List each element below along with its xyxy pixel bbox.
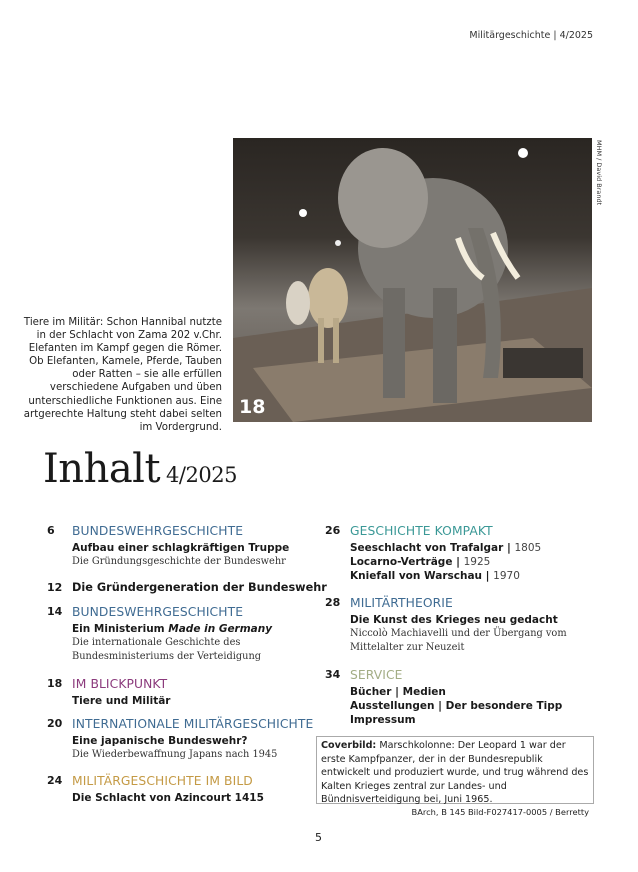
- toc-entry[interactable]: 20 INTERNATIONALE MILITÄRGESCHICHTE Eine japanische Bundeswehr? Die Wiederbewaffnung Japans nach 1945: [47, 717, 314, 761]
- toc-entry[interactable]: 14 BUNDESWEHRGESCHICHTE Ein Ministerium Made in Germany Die internationale Geschichte des Bundesministeriums der Verteidigung: [47, 605, 273, 663]
- photo-page-number: 18: [239, 396, 266, 418]
- photo-illustration: [233, 138, 592, 422]
- page-number: 5: [315, 831, 322, 844]
- issue-number: 4/2025: [166, 463, 237, 487]
- toc-entry[interactable]: 26 GESCHICHTE KOMPAKT Seeschlacht von Trafalgar | 1805 Locarno-Verträge | 1925 Kniefall von Warschau | 1970: [325, 524, 542, 583]
- photo-caption: Tiere im Militär: Schon Hannibal nutzte in der Schlacht von Zama 202 v.Chr. Elefanten im Kampf gegen die Römer. Ob Elefanten, Kamele, Pferde, Tauben oder Ratten – sie alle erfüllen verschiedene Aufgaben und üben unterschiedliche Funktionen aus. Eine artgerechte Haltung steht dabei selten im Vordergrund.: [23, 317, 222, 433]
- toc-entry[interactable]: 6 BUNDESWEHRGESCHICHTE Aufbau einer schlagkräftigen Truppe Die Gründungsgeschichte der Bundeswehr: [47, 524, 290, 568]
- elephant-exhibit-photo: [233, 138, 592, 422]
- toc-entry[interactable]: 12 Die Gründergeneration der Bundeswehr: [47, 581, 327, 594]
- toc-entry[interactable]: 28 MILITÄRTHEORIE Die Kunst des Krieges neu gedacht Niccolò Machiavelli und der Übergang vom Mittelalter zur Neuzeit: [325, 596, 567, 654]
- photo-credit: MHM / David Brandt: [595, 140, 603, 206]
- toc-entry[interactable]: 24 MILITÄRGESCHICHTE IM BILD Die Schlacht von Azincourt 1415: [47, 774, 264, 804]
- cover-caption-box: Coverbild: Marschkolonne: Der Leopard 1 war der erste Kampfpanzer, der in der Bundesrepublik entwickelt und produziert wurde, und trug während des Kalten Krieges zentral zur Landes- und Bündnisverteidigung bei, Juni 1965. BArch, B 145 Bild-F027417-0005 / Berretty: [316, 736, 594, 804]
- toc-entry[interactable]: 34 SERVICE Bücher | Medien Ausstellungen | Der besondere Tipp Impressum: [325, 668, 563, 727]
- page-title: Inhalt 4/2025: [43, 446, 237, 492]
- running-head: Militärgeschichte | 4/2025: [469, 30, 593, 41]
- toc-entry[interactable]: 18 IM BLICKPUNKT Tiere und Militär: [47, 677, 171, 707]
- cover-source: BArch, B 145 Bild-F027417-0005 / Berretty: [411, 806, 589, 817]
